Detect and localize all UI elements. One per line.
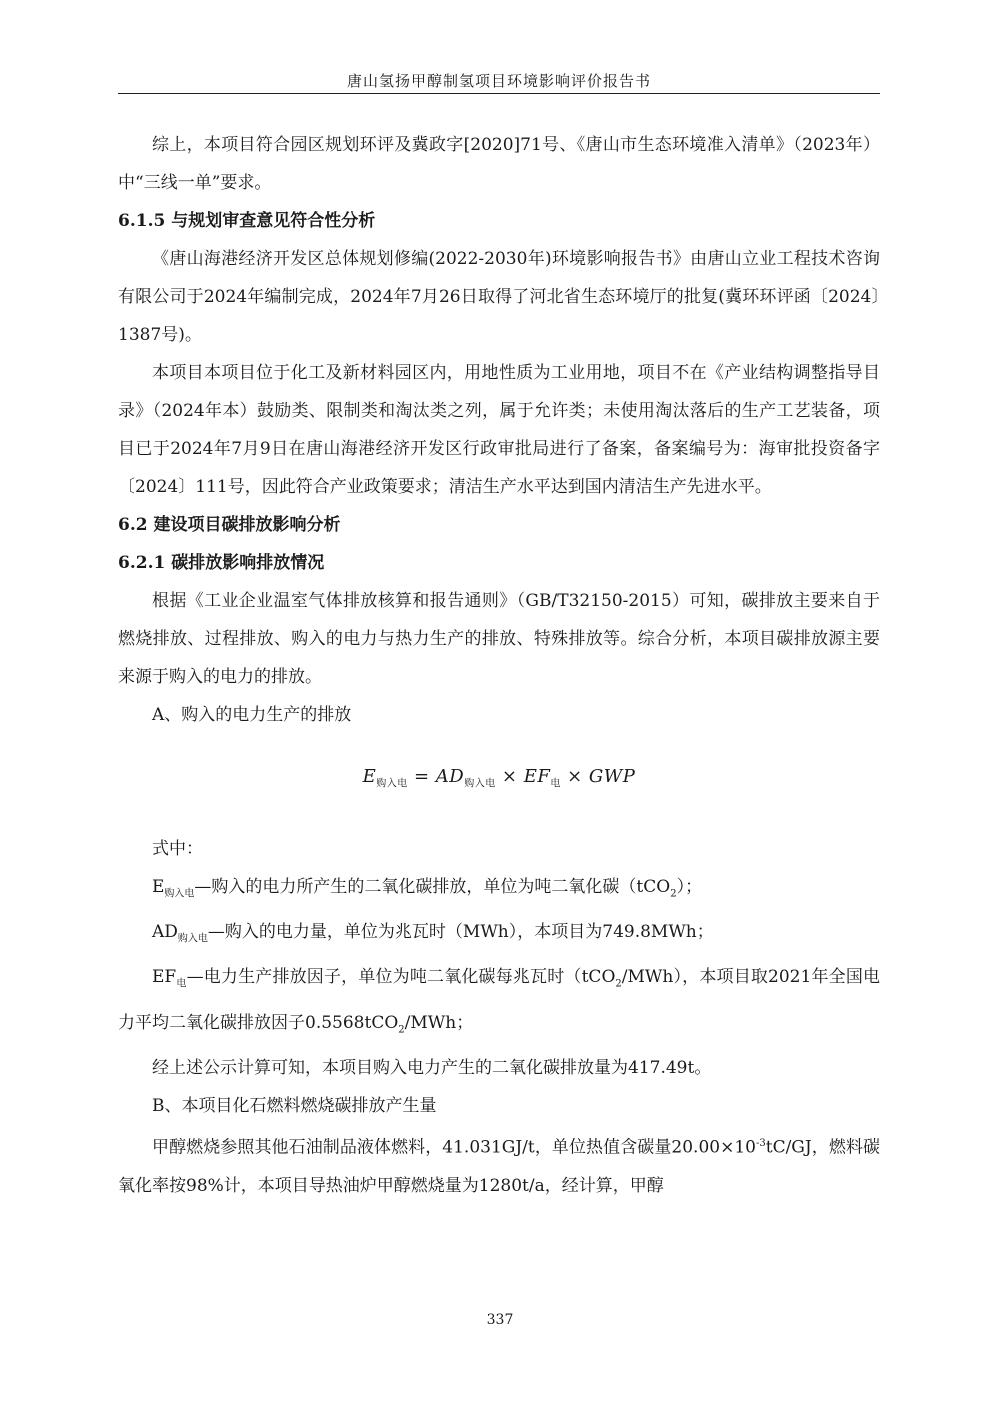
document-body — [118, 126, 880, 1205]
def-ef-text-1: —电力生产排放因子，单位为吨二氧化碳每兆瓦时（tCO — [186, 967, 616, 988]
def-e-subscript: 购入电 — [164, 887, 195, 899]
paragraph-methanol-combustion — [118, 1125, 880, 1205]
page-header: 唐山氢扬甲醇制氢项目环境影响评价报告书 — [346, 72, 651, 90]
formula-ef-subscript: 电 — [550, 778, 561, 790]
def-ef-subscript: 电 — [176, 978, 187, 990]
where-label: 式中： — [152, 838, 203, 859]
paragraph-planning-report: 《唐山海港经济开发区总体规划修编(2022-2030年)环境影响报告书》由唐山立业工程技术咨询有限公司于2024年编制完成，2024年7月26日取得了河北省生态环境厅的批复(冀环环评函〔2024〕1387号)。 — [118, 249, 880, 345]
section-heading-6-2-1: 6.2.1 碳排放影响排放情况 — [118, 553, 325, 573]
def-ef-co2-subscript-2: 2 — [398, 1024, 405, 1036]
formula-ef: EF — [523, 766, 551, 787]
methanol-text-2: tC/GJ，燃料碳氧化率按98%计，本项目导热油炉甲醇燃烧量为1280t/a，经计算，甲醇 — [118, 1137, 881, 1196]
formula-e: E — [362, 766, 377, 787]
def-e-symbol: E — [152, 876, 165, 897]
formula-times-2: × — [560, 766, 589, 787]
def-ef-symbol: EF — [152, 967, 177, 988]
paragraph-industry-policy: 本项目本项目位于化工及新材料园区内，用地性质为工业用地，项目不在《产业结构调整指导目录》（2024年本）鼓励类、限制类和淘汰类之列，属于允许类；未使用淘汰落后的生产工艺装备，项目已于2024年7月9日在唐山海港经济开发区行政审批局进行了备案，备案编号为：海审批投资备字〔2024〕111号，因此符合产业政策要求；清洁生产水平达到国内清洁生产先进水平。 — [118, 363, 880, 497]
def-e-text: —购入的电力所产生的二氧化碳排放，单位为吨二氧化碳（tCO — [194, 876, 671, 897]
methanol-text-1: 甲醇燃烧参照其他石油制品液体燃料，41.031GJ/t，单位热值含碳量20.00×10 — [152, 1137, 756, 1158]
definition-ef — [118, 958, 880, 1049]
def-ad-text: —购入的电力量，单位为兆瓦时（MWh），本项目为749.8MWh； — [207, 921, 714, 942]
paragraph-conclusion: 综上，本项目符合园区规划环评及冀政字[2020]71号、《唐山市生态环境准入清单》（2023年）中“三线一单”要求。 — [118, 135, 880, 193]
def-ef-text-3: /MWh； — [404, 1012, 474, 1033]
paragraph-emission-sources: 根据《工业企业温室气体排放核算和报告通则》（GB/T32150-2015）可知，碳排放主要来自于燃烧排放、过程排放、购入的电力与热力生产的排放、特殊排放等。综合分析，本项目碳排放源主要来源于购入的电力的排放。 — [118, 591, 880, 687]
definition-e — [118, 868, 880, 913]
formula-times-1: × — [495, 766, 524, 787]
formula-gwp: GWP — [588, 766, 636, 787]
emission-formula — [118, 758, 880, 804]
formula-equals: = — [407, 766, 436, 787]
paragraph-calculation-result: 经上述公示计算可知，本项目购入电力产生的二氧化碳排放量为417.49t。 — [152, 1058, 712, 1079]
def-ef-text-2: /MWh），本项目取2021年全国电力平均二氧化碳排放因子0.5568tCO — [118, 967, 881, 1033]
def-e-co2-subscript: 2 — [670, 887, 677, 899]
item-b-heading: B、本项目化石燃料燃烧碳排放产生量 — [152, 1096, 437, 1117]
header-divider — [118, 93, 880, 94]
formula-ad: AD — [435, 766, 465, 787]
section-heading-6-1-5: 6.1.5 与规划审查意见符合性分析 — [118, 211, 376, 231]
formula-ad-subscript: 购入电 — [464, 778, 496, 790]
def-e-tail: ）； — [676, 876, 703, 897]
definition-ad — [118, 913, 880, 958]
def-ef-co2-subscript-1: 2 — [615, 978, 622, 990]
item-a-heading: A、购入的电力生产的排放 — [152, 705, 352, 725]
page-number: 337 — [486, 1312, 514, 1328]
def-ad-subscript: 购入电 — [177, 933, 208, 945]
section-heading-6-2: 6.2 建设项目碳排放影响分析 — [118, 515, 341, 535]
formula-e-subscript: 购入电 — [376, 778, 408, 790]
methanol-exponent: -3 — [755, 1138, 766, 1150]
def-ad-symbol: AD — [152, 921, 178, 942]
